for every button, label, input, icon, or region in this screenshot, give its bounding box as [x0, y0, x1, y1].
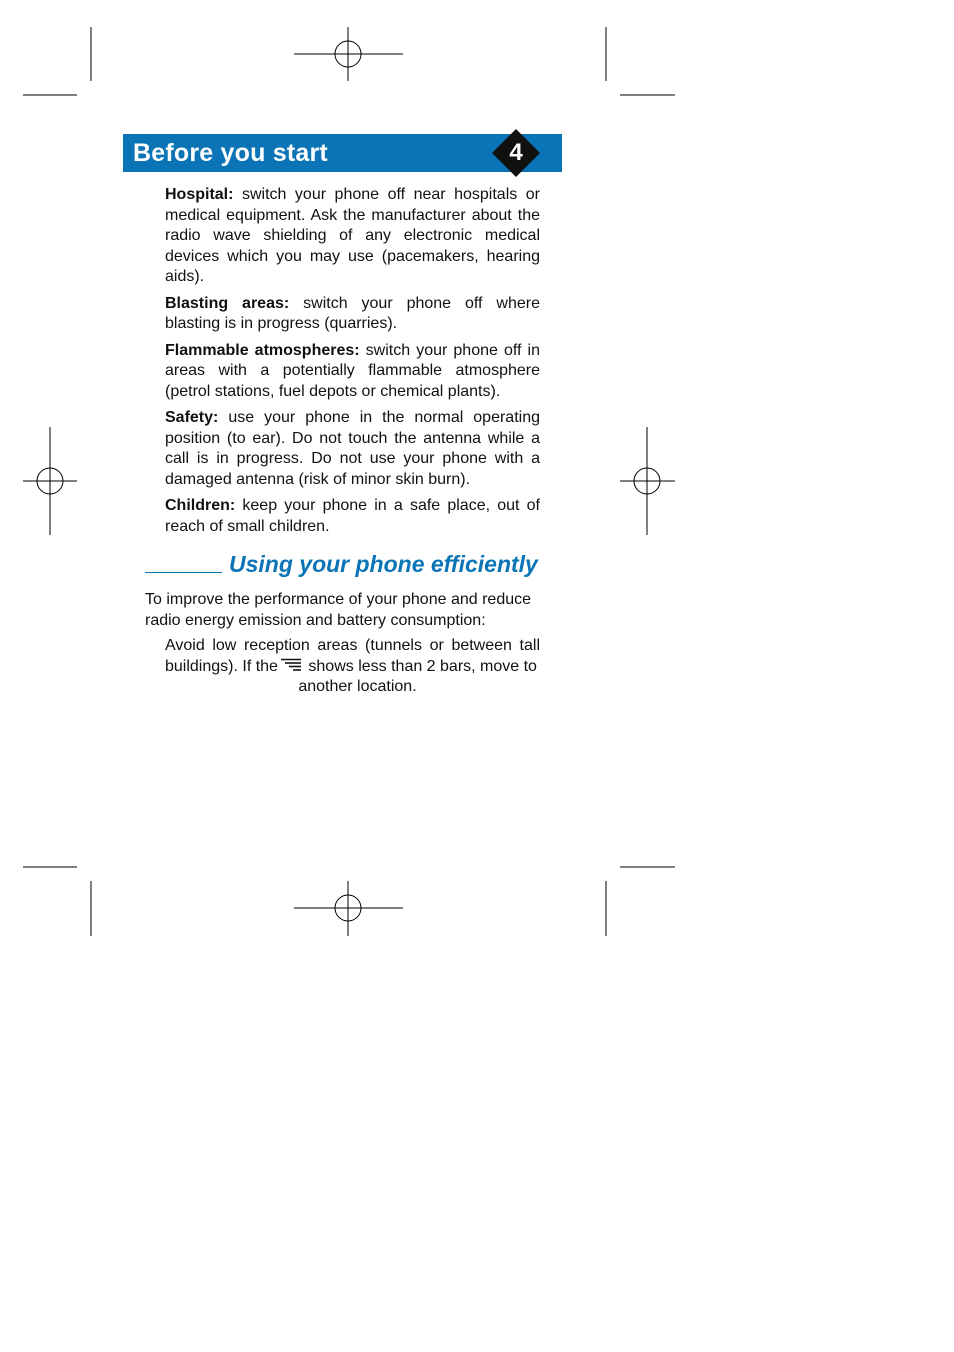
page-number-badge [496, 133, 536, 173]
warning-flammable-atmospheres [165, 341, 540, 403]
tip-line: another location. [298, 678, 417, 695]
warning-text: keep your phone in a safe place, out of reach of small children. [165, 497, 540, 535]
warning-children [165, 496, 540, 537]
section-intro: To improve the performance of your phone and reduce radio energy emission and battery consumption: [145, 591, 532, 629]
warning-label: Flammable atmospheres: [165, 341, 360, 359]
tip-line: Avoid low reception areas (tunnels or between tall [165, 637, 540, 654]
warning-label: Safety: [165, 409, 219, 426]
warning-hospital [165, 185, 540, 288]
warning-label: Children: [165, 497, 236, 514]
page-title: Before you start [133, 139, 328, 167]
safety-warnings [165, 185, 540, 543]
tip-paragraph [165, 636, 540, 698]
tip-text: shows less than 2 bars, move to [303, 657, 537, 675]
warning-text: switch your phone off where blasting is in progress (quarries). [165, 294, 540, 332]
page-number: 4 [509, 139, 523, 166]
section-heading: Using your phone efficiently [229, 551, 538, 577]
warning-blasting-areas [165, 294, 540, 335]
warning-text: switch your phone off near hospitals or medical equipment. Ask the manufacturer about the radio wave shielding of any electronic medical devices which you may use (pacemakers, hearing aids). [165, 186, 540, 285]
warning-safety [165, 408, 540, 490]
tip-line-with-icon [165, 657, 540, 678]
warning-text: switch your phone off in areas with a potentially flammable atmosphere (petrol stations, fuel depots or chemical plants). [165, 341, 541, 400]
section-divider [145, 572, 222, 573]
warning-label: Hospital: [165, 186, 234, 203]
warning-label: Blasting areas: [165, 294, 290, 312]
warning-text: use your phone in the normal operating position (to ear). Do not touch the antenna while a call is in progress. Do not use your phone with a damaged antenna (risk of minor skin burn). [165, 409, 540, 488]
tip-text: buildings). If the [165, 657, 278, 675]
signal-strength-icon [280, 658, 302, 672]
